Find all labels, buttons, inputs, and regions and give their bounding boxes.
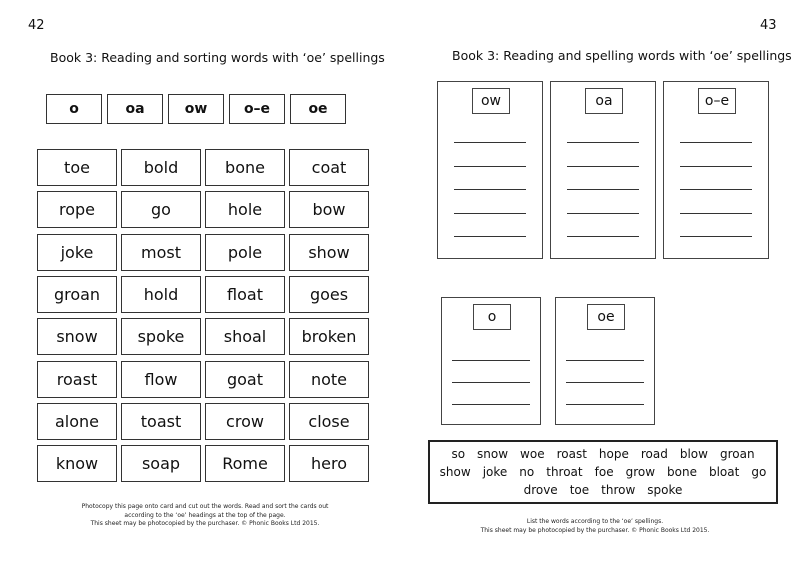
word-bank-row: [430, 483, 776, 497]
word-card[interactable]: hold: [121, 276, 201, 313]
word-card[interactable]: toast: [121, 403, 201, 440]
writing-line[interactable]: [452, 404, 530, 405]
right-page-title: Book 3: Reading and spelling words with ‘oe’ spellings: [452, 48, 792, 63]
word-bank-word: road: [640, 447, 668, 461]
word-card[interactable]: know: [37, 445, 117, 482]
writing-line[interactable]: [566, 360, 644, 361]
spelling-box-heading: o–e: [698, 88, 736, 114]
word-card[interactable]: alone: [37, 403, 117, 440]
word-card[interactable]: shoal: [205, 318, 285, 355]
writing-line[interactable]: [567, 189, 639, 190]
spelling-box: [441, 297, 541, 425]
word-bank-word: groan: [719, 447, 755, 461]
word-card[interactable]: toe: [37, 149, 117, 186]
sound-heading: o: [46, 94, 102, 124]
word-card[interactable]: joke: [37, 234, 117, 271]
word-card[interactable]: bow: [289, 191, 369, 228]
spelling-box-heading: oa: [585, 88, 623, 114]
word-bank-word: hope: [598, 447, 629, 461]
word-card[interactable]: close: [289, 403, 369, 440]
word-card[interactable]: soap: [121, 445, 201, 482]
sound-heading: oa: [107, 94, 163, 124]
spelling-box-heading: ow: [472, 88, 510, 114]
word-card[interactable]: bold: [121, 149, 201, 186]
word-bank-word: grow: [625, 465, 656, 479]
page-number-left: 42: [28, 18, 45, 33]
spelling-box: [437, 81, 543, 259]
word-card[interactable]: Rome: [205, 445, 285, 482]
word-card[interactable]: crow: [205, 403, 285, 440]
word-card[interactable]: coat: [289, 149, 369, 186]
word-bank-word: go: [751, 465, 767, 479]
writing-line[interactable]: [454, 189, 526, 190]
word-card[interactable]: show: [289, 234, 369, 271]
writing-line[interactable]: [680, 189, 752, 190]
word-card[interactable]: goat: [205, 361, 285, 398]
writing-line[interactable]: [680, 142, 752, 143]
right-footnote: [420, 518, 770, 535]
word-card[interactable]: bone: [205, 149, 285, 186]
word-card[interactable]: spoke: [121, 318, 201, 355]
word-card[interactable]: flow: [121, 361, 201, 398]
writing-line[interactable]: [566, 404, 644, 405]
word-bank-word: woe: [520, 447, 545, 461]
word-card[interactable]: go: [121, 191, 201, 228]
spelling-box-heading: o: [473, 304, 511, 330]
writing-line[interactable]: [454, 166, 526, 167]
word-card[interactable]: note: [289, 361, 369, 398]
spelling-box: [555, 297, 655, 425]
word-card[interactable]: rope: [37, 191, 117, 228]
word-bank-word: throw: [601, 483, 636, 497]
footnote-line: This sheet may be photocopied by the purchaser. © Phonic Books Ltd 2015.: [90, 520, 320, 527]
writing-line[interactable]: [567, 213, 639, 214]
footnote-line: according to the ‘oe’ headings at the top of the page.: [124, 511, 286, 519]
word-card[interactable]: hole: [205, 191, 285, 228]
writing-line[interactable]: [567, 166, 639, 167]
writing-line[interactable]: [566, 382, 644, 383]
word-bank-row: [430, 447, 776, 461]
word-bank: [428, 440, 778, 504]
word-bank-word: so: [451, 447, 466, 461]
writing-line[interactable]: [680, 213, 752, 214]
word-bank-word: roast: [556, 447, 587, 461]
word-bank-word: spoke: [647, 483, 683, 497]
word-bank-word: snow: [477, 447, 509, 461]
sound-heading: ow: [168, 94, 224, 124]
spelling-box-heading: oe: [587, 304, 625, 330]
footnote-line: List the words according to the ‘oe’ spellings.: [526, 518, 664, 525]
word-card[interactable]: float: [205, 276, 285, 313]
word-bank-word: blow: [679, 447, 708, 461]
word-bank-word: toe: [569, 483, 590, 497]
word-bank-word: no: [519, 465, 535, 479]
footnote-line: This sheet may be photocopied by the purchaser. © Phonic Books Ltd 2015.: [480, 526, 710, 534]
word-bank-word: show: [439, 465, 471, 479]
word-card[interactable]: goes: [289, 276, 369, 313]
word-bank-word: bone: [667, 465, 697, 479]
word-card[interactable]: hero: [289, 445, 369, 482]
footnote-line: Photocopy this page onto card and cut out the words. Read and sort the cards out: [81, 503, 329, 510]
page-number-right: 43: [760, 18, 777, 33]
spelling-box: [663, 81, 769, 259]
word-bank-word: foe: [594, 465, 614, 479]
word-bank-word: drove: [523, 483, 558, 497]
word-bank-row: [430, 465, 776, 479]
writing-line[interactable]: [680, 236, 752, 237]
writing-line[interactable]: [454, 142, 526, 143]
word-card[interactable]: roast: [37, 361, 117, 398]
writing-line[interactable]: [452, 360, 530, 361]
writing-line[interactable]: [567, 236, 639, 237]
writing-line[interactable]: [567, 142, 639, 143]
word-bank-word: joke: [482, 465, 508, 479]
word-card[interactable]: most: [121, 234, 201, 271]
word-card[interactable]: snow: [37, 318, 117, 355]
sound-heading: oe: [290, 94, 346, 124]
word-bank-word: throat: [546, 465, 583, 479]
sound-heading: o–e: [229, 94, 285, 124]
writing-line[interactable]: [454, 236, 526, 237]
left-page-title: Book 3: Reading and sorting words with ‘oe’ spellings: [50, 50, 385, 65]
writing-line[interactable]: [454, 213, 526, 214]
writing-line[interactable]: [452, 382, 530, 383]
word-bank-word: bloat: [708, 465, 740, 479]
word-card[interactable]: broken: [289, 318, 369, 355]
word-card[interactable]: pole: [205, 234, 285, 271]
word-card[interactable]: groan: [37, 276, 117, 313]
spelling-box: [550, 81, 656, 259]
left-footnote: [40, 503, 370, 529]
writing-line[interactable]: [680, 166, 752, 167]
